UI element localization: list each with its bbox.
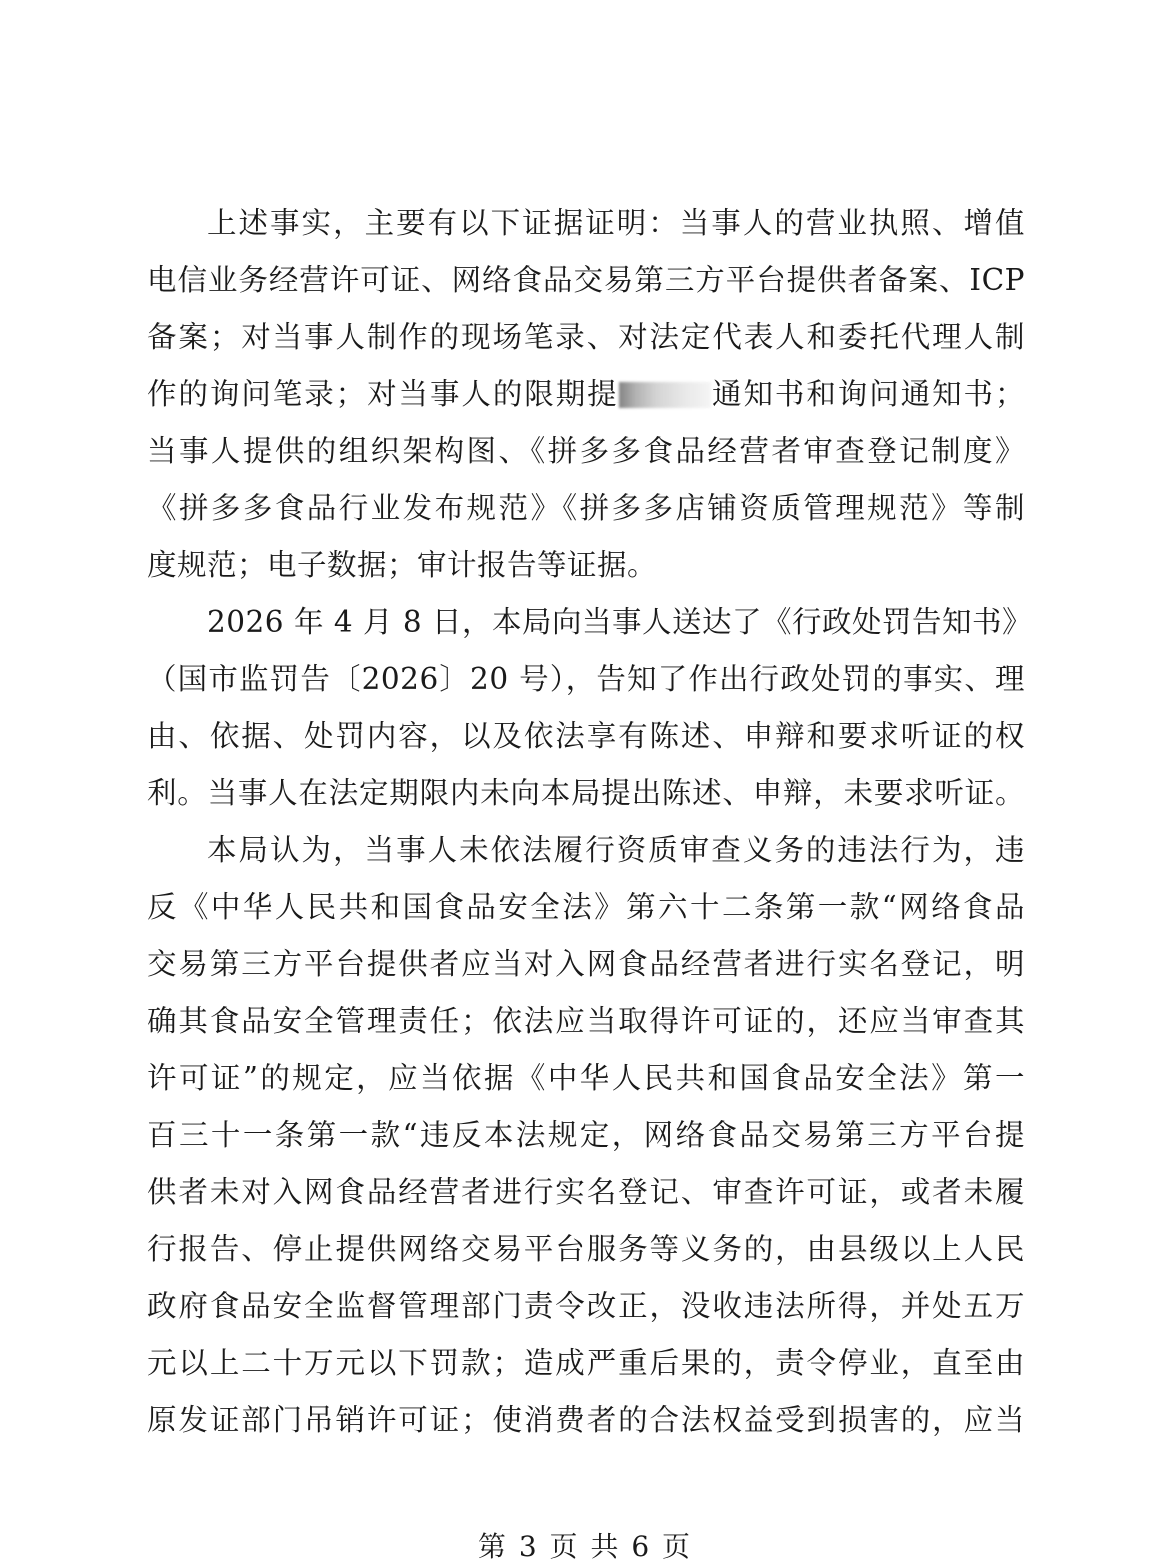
paragraph-line: 2026 年 4 月 8 日，本局向当事人送达了《行政处罚告知书》 — [207, 605, 1032, 639]
paragraph-line: 由、依据、处罚内容，以及依法享有陈述、申辩和要求听证的权 — [147, 719, 1025, 753]
paragraph-line: 供者未对入网食品经营者进行实名登记、审查许可证，或者未履 — [147, 1175, 1025, 1209]
paragraph-line: 度规范；电子数据；审计报告等证据。 — [147, 548, 658, 582]
paragraph-line: 本局认为，当事人未依法履行资质审查义务的违法行为，违 — [207, 833, 1025, 867]
document-body — [147, 195, 1032, 1449]
redaction-mark — [619, 382, 711, 408]
paragraph-line: 政府食品安全监督管理部门责令改正，没收违法所得，并处五万 — [147, 1289, 1025, 1323]
paragraph-line: 备案；对当事人制作的现场笔录、对法定代表人和委托代理人制 — [147, 320, 1025, 354]
paragraph-line-redacted — [147, 366, 1025, 423]
paragraph-line: 电信业务经营许可证、网络食品交易第三方平台提供者备案、ICP — [147, 263, 1025, 297]
paragraph-line: 元以上二十万元以下罚款；造成严重后果的，责令停业，直至由 — [147, 1346, 1025, 1380]
paragraph-line: 反《中华人民共和国食品安全法》第六十二条第一款“网络食品 — [147, 890, 1025, 924]
line-text-before-redaction: 作的询问笔录；对当事人的限期提 — [147, 377, 619, 411]
page-number-footer: 第 3 页 共 6 页 — [477, 1530, 693, 1563]
paragraph-line: 确其食品安全管理责任；依法应当取得许可证的，还应当审查其 — [147, 1004, 1025, 1038]
paragraph-line: 上述事实，主要有以下证据证明：当事人的营业执照、增值 — [207, 206, 1025, 240]
paragraph-line: 当事人提供的组织架构图、《拼多多食品经营者审查登记制度》 — [147, 434, 1025, 468]
paragraph-line: 利。当事人在法定期限内未向本局提出陈述、申辩，未要求听证。 — [147, 776, 1025, 810]
paragraph-line: 交易第三方平台提供者应当对入网食品经营者进行实名登记，明 — [147, 947, 1025, 981]
line-text-after-redaction: 通知书和询问通知书； — [710, 377, 1025, 411]
paragraph-line: （国市监罚告〔2026〕20 号），告知了作出行政处罚的事实、理 — [147, 662, 1025, 696]
paragraph-line: 许可证”的规定，应当依据《中华人民共和国食品安全法》第一 — [147, 1061, 1025, 1095]
paragraph-line: 百三十一条第一款“违反本法规定，网络食品交易第三方平台提 — [147, 1118, 1025, 1152]
paragraph-line: 《拼多多食品行业发布规范》《拼多多店铺资质管理规范》等制 — [147, 491, 1025, 525]
paragraph-line: 行报告、停止提供网络交易平台服务等义务的，由县级以上人民 — [147, 1232, 1025, 1266]
paragraph-line: 原发证部门吊销许可证；使消费者的合法权益受到损害的，应当 — [147, 1403, 1025, 1437]
